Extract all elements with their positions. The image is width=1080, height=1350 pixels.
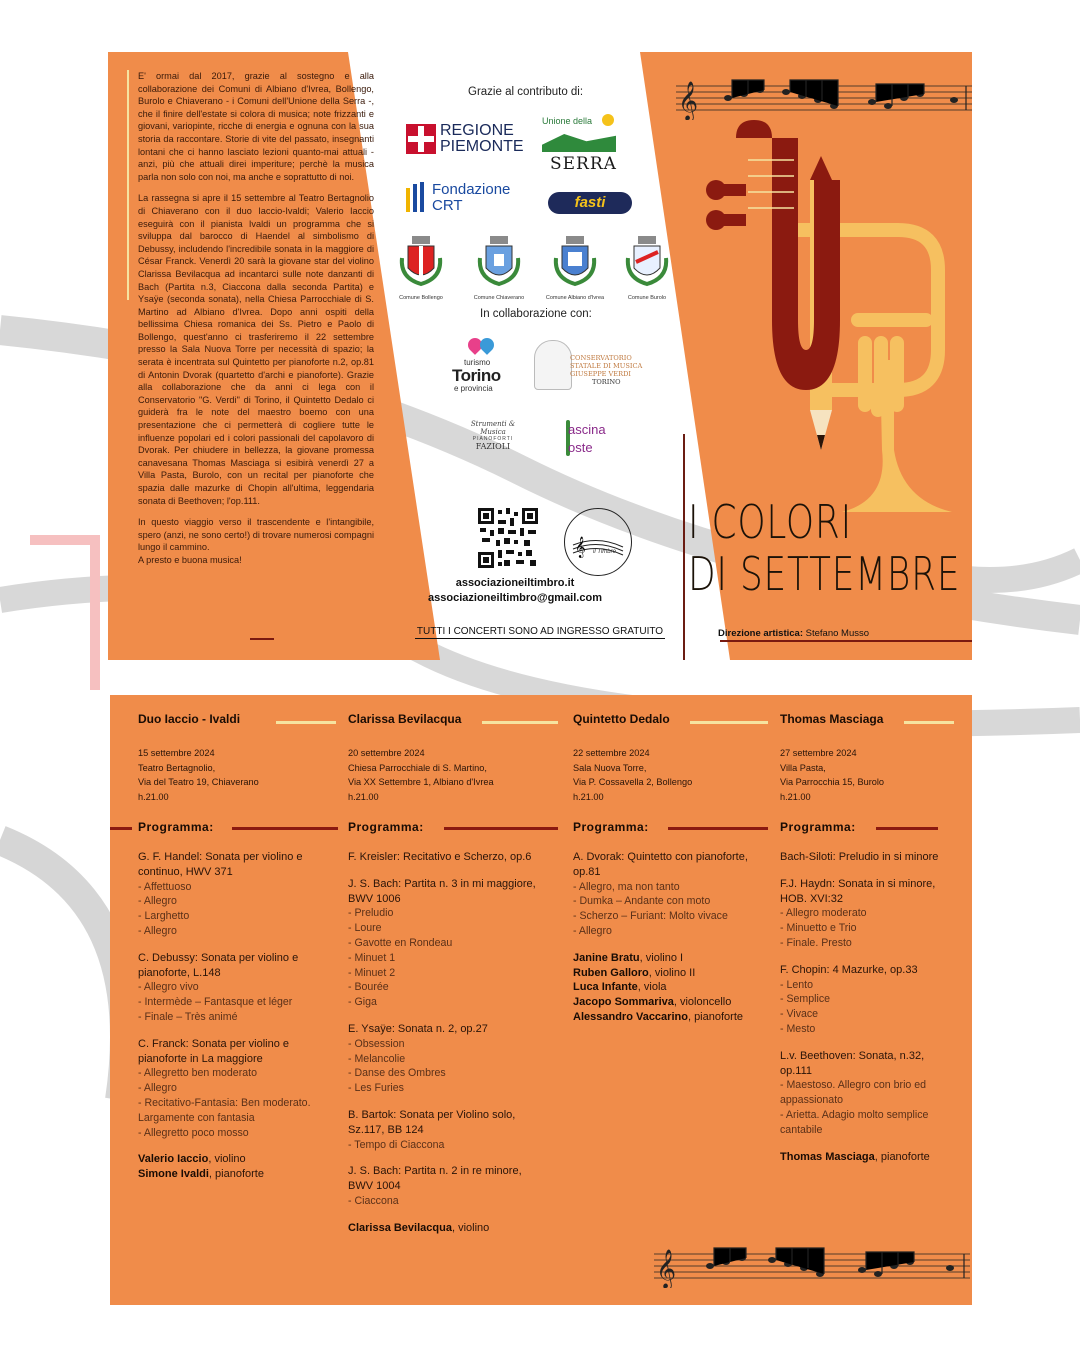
concert-info	[348, 746, 494, 804]
concert-title: Thomas Masciaga	[780, 712, 884, 726]
programme-rule	[110, 827, 132, 830]
cascina-line2: oste	[568, 440, 593, 455]
movement: - Danse des Ombres	[348, 1067, 446, 1080]
conservatorio-line1: CONSERVATORIO	[570, 354, 632, 362]
piece-title: C. Debussy: Sonata per violino e pianoforte, L.148	[138, 951, 299, 979]
intro-paragraph: La rassegna si apre il 15 settembre al Teatro Bertagnolio di Chiaverano con il duo Iaccio-Ivaldi; Valerio Iaccio eseguirà con il pianista Ivaldi un programma che si sviluppa dal barocco di Haendel al simbolismo di Debussy, includendo l'incredibile sonata in la maggiore di César Franck. Venerdì 20 sarà la giovane star del violino Clarissa Bevilacqua ad incantarci sulle note danzanti di Bach (Partita n.3, Ciaccona dalla seconda Partita) e Ysaÿe (seconda sonata), nella Chiesa Parrocchiale di S. Martino ad Albiano d'Ivrea. Dopo anni ospiti della bellissima Chiesa romanica dei Ss. Pietro e Paolo di Bollengo, quest'anno ci trasferiremo il 22 settembre presso la Sala Nuova Torre per necessità di spazio; la serata è incentrata sul Quintetto per pianoforte n.2, op.81 di Antonin Dvorak (quartetto d'archi e pianoforte). Grazie alla collaborazione che da anni ci lega con il Conservatorio "G. Verdi" di Torino, il Quintetto Dedalo ci guiderà fra le note del maestro boemo con una presentazione che ci permetterà di cogliere tutte le influenze popolari ed i colori passionali del capolavoro di Dvorak. Per chiudere in bellezza, la giovane promessa canavesana Thomas Masciaga si esibirà venerdì 27 a Villa Pasta, Burolo, con un recital per pianoforte che spazia dalle mazurke di Chopin all'ultima, leggendaria sonata di Beethoven; l'op.111.	[138, 193, 374, 506]
cover-divider	[720, 640, 972, 642]
intro-paragraph: E' ormai dal 2017, grazie al sostegno e alla collaborazione dei Comuni di Albiano d'Ivrea, Bollengo, Burolo e Chiaverano - i Comuni dell'Unione della Serra -, che il finire dell'estate si colora di musica; note frizzanti e giovani, variopinte, ricche di energia e ognuna con la sua storia da raccontare. Storie di vite del passato, insegnanti lontani che ci hanno lasciato lezioni quanto-mai attuali - anzi, più che attuali direi imperiture; perchè la musica parla non solo con noi, ma anche e soprattutto di noi.	[138, 71, 374, 182]
movement: - Vivace	[780, 1008, 819, 1021]
qr-code[interactable]	[476, 506, 540, 570]
movement: - Allegro	[573, 924, 612, 937]
piece-title: L.v. Beethoven: Sonata, n.32, op.111	[780, 1049, 925, 1077]
programme-label: Programma:	[573, 820, 649, 834]
performer-role: , pianoforte	[874, 1150, 930, 1163]
movement: - Affettuoso	[138, 880, 192, 893]
crest-icon	[622, 234, 672, 290]
fasti-logo	[548, 192, 632, 214]
performer	[138, 1152, 320, 1167]
piece-title: J. S. Bach: Partita n. 3 in mi maggiore, BWV 1006	[348, 877, 536, 905]
piece-title: F.J. Haydn: Sonata in si minore, HOB. XVI:32	[780, 877, 936, 905]
staff-icon	[565, 509, 631, 575]
performer-name: Simone Ivaldi	[138, 1168, 209, 1181]
piece-title: Bach-Siloti: Preludio in si minore	[780, 851, 939, 863]
programme-label: Programma:	[138, 820, 214, 834]
movements	[780, 978, 952, 1037]
comune-burolo-crest	[622, 234, 672, 304]
intro-paragraph: In questo viaggio verso il trascendente e l'intangibile, spero (anzi, ne sono certo!) di trovare numerosi compagni lungo il cammino.	[138, 517, 374, 553]
movement: - Minuet 1	[348, 951, 396, 964]
movement: - Maestoso. Allegro con brio ed appassionato	[780, 1079, 927, 1107]
fasti-text: fasti	[574, 194, 606, 211]
programme-rule	[444, 827, 558, 830]
crest-icon	[550, 234, 600, 290]
performer-role: , viola	[637, 981, 667, 994]
heading-rule	[690, 721, 768, 724]
concert-title: Clarissa Bevilacqua	[348, 712, 462, 726]
movement: - Allegro moderato	[780, 907, 867, 920]
fondazione-line2: CRT	[432, 197, 463, 214]
fazioli-line2: PIANOFORTI	[472, 436, 514, 442]
movements	[348, 1194, 544, 1209]
performer-role: , violoncello	[673, 996, 732, 1009]
movements	[348, 906, 544, 1010]
performer-role: , pianoforte	[208, 1168, 264, 1181]
movement: - Mesto	[780, 1022, 816, 1035]
fondazione-line1: Fondazione	[432, 181, 511, 198]
movement: - Finale. Presto	[780, 936, 852, 949]
cover-vertical-line	[683, 434, 685, 660]
performer-role: , violino	[451, 1221, 490, 1234]
movements	[348, 1138, 544, 1153]
piece-title: B. Bartok: Sonata per Violino solo, Sz.117, BB 124	[348, 1108, 516, 1136]
performer-name: Ruben Galloro	[573, 966, 649, 979]
movement: - Giga	[348, 996, 377, 1009]
concert-heading	[573, 712, 670, 726]
concert-heading	[348, 712, 461, 726]
regione-piemonte-logo	[406, 122, 524, 158]
programme-list	[573, 850, 759, 1025]
movement: - Semplice	[780, 993, 831, 1006]
concert-heading	[138, 712, 240, 726]
unione-line1: Unione della	[542, 116, 593, 126]
cascina-line1: ascina	[568, 422, 606, 437]
piece-title: F. Chopin: 4 Mazurke, op.33	[780, 963, 918, 976]
unione-line2: SERRA	[550, 154, 617, 174]
programme-rule	[668, 827, 768, 830]
concert-venue: Teatro Bertagnolio,	[138, 762, 216, 773]
movement: - Intermède – Fantasque et léger	[138, 996, 293, 1009]
comune-chiaverano-crest	[474, 234, 524, 304]
comune-bollengo-crest	[396, 234, 446, 304]
movement: - Scherzo – Furiant: Molto vivace	[573, 910, 728, 923]
performer-name: Janine Bratu	[573, 951, 640, 964]
email-link[interactable]: associazioneiltimbro@gmail.com	[428, 592, 602, 604]
performer-name: Valerio Iaccio	[138, 1153, 209, 1166]
movement: - Preludio	[348, 907, 394, 920]
qr-code-icon	[476, 506, 540, 570]
movement: - Allegro	[138, 895, 177, 908]
concert-info	[573, 746, 692, 804]
movement: - Les Furies	[348, 1082, 404, 1095]
movement: - Melancolie	[348, 1052, 406, 1065]
performer	[573, 951, 759, 966]
concert-title: Duo Iaccio - Ivaldi	[138, 712, 241, 726]
crest-icon	[474, 234, 524, 290]
turismo-torino-logo	[450, 338, 516, 398]
movement: - Allegretto poco mosso	[138, 1126, 249, 1139]
movements	[138, 980, 320, 1024]
performer-name: Jacopo Sommariva	[573, 996, 674, 1009]
timbro-text: il Timbro	[593, 549, 616, 555]
intro-closing: A presto e buona musica!	[138, 554, 242, 565]
movement: - Minuetto e Trio	[780, 922, 857, 935]
fazioli-line3: FAZIOLI	[475, 442, 511, 451]
performer-name: Luca Infante	[573, 981, 638, 994]
crest-icon	[396, 234, 446, 290]
performer	[348, 1221, 544, 1236]
piece-title: A. Dvorak: Quintetto con pianoforte, op.81	[573, 851, 748, 878]
instruments-illustration	[698, 120, 958, 520]
contact-info	[420, 576, 610, 606]
performer	[780, 1150, 952, 1165]
movement: - Arietta. Adagio molto semplice cantabile	[780, 1108, 929, 1136]
direction-label: Direzione artistica:	[718, 628, 803, 639]
performer	[573, 1010, 759, 1025]
conservatorio-line4: TORINO	[592, 378, 621, 386]
concert-date: 22 settembre 2024	[573, 748, 650, 758]
heading-rule	[904, 721, 954, 724]
title-line2: DI SETTEMBRE	[688, 547, 961, 601]
performer-role: , violino I	[639, 951, 684, 964]
concert-time: h.21.00	[573, 791, 604, 802]
fondazione-crt-logo	[406, 182, 530, 218]
movement: - Allegro vivo	[138, 981, 199, 994]
movement: - Loure	[348, 922, 382, 935]
programme-list	[348, 850, 544, 1236]
intro-text	[138, 70, 374, 576]
movement: - Finale – Très animé	[138, 1010, 238, 1023]
director-name: Stefano Musso	[805, 628, 870, 639]
programme-label: Programma:	[780, 820, 856, 834]
movement: - Larghetto	[138, 910, 190, 923]
performer	[573, 966, 759, 981]
performer-role: , violino II	[648, 966, 696, 979]
movement: - Allegro	[138, 1082, 177, 1095]
performer-role: , violino	[208, 1153, 246, 1166]
concert-address: Via Parrocchia 15, Burolo	[780, 777, 885, 787]
fazioli-logo	[458, 420, 528, 460]
comune-albiano-crest	[545, 234, 605, 304]
movements	[573, 880, 759, 939]
music-staff-top	[676, 76, 972, 120]
programme-rule	[232, 827, 338, 830]
concert-date: 15 settembre 2024	[138, 748, 215, 758]
comune-label: Comune Chiaverano	[473, 295, 525, 301]
concert-venue: Villa Pasta,	[780, 762, 826, 773]
concert-address: Via XX Settembre 1, Albiano d'Ivrea	[348, 777, 494, 787]
performer-role: , pianoforte	[687, 1010, 743, 1023]
movement: - Allegretto ben moderato	[138, 1067, 257, 1080]
programme-list	[780, 850, 952, 1164]
movement: - Tempo di Ciaccona	[348, 1138, 445, 1151]
concert-date: 20 settembre 2024	[348, 748, 425, 758]
movement: - Dumka – Andante con moto	[573, 895, 711, 908]
concert-address: Via P. Cossavella 2, Bollengo	[573, 777, 693, 787]
movement: - Allegro, ma non tanto	[573, 880, 680, 893]
conservatorio-logo	[534, 340, 644, 390]
concert-time: h.21.00	[138, 791, 169, 802]
concert-venue: Chiesa Parrocchiale di S. Martino,	[348, 762, 487, 773]
performer	[573, 980, 759, 995]
movement: - Ciaccona	[348, 1194, 399, 1207]
movement: - Recitativo-Fantasia: Ben moderato. Largamente con fantasia	[138, 1096, 311, 1124]
artistic-direction	[718, 628, 869, 639]
regione-line2: PIEMONTE	[440, 138, 524, 155]
movements	[138, 1066, 320, 1140]
comune-label: Comune Albiano d'Ivrea	[545, 295, 605, 301]
performer	[138, 1167, 320, 1182]
programme-rule	[876, 827, 938, 830]
piece-title: E. Ysaÿe: Sonata n. 2, op.27	[348, 1022, 488, 1035]
movement: - Bourée	[348, 981, 389, 994]
movement: - Gavotte en Rondeau	[348, 936, 453, 949]
cover-title	[688, 496, 960, 600]
piece-title: C. Franck: Sonata per violino e pianoforte in La maggiore	[138, 1037, 290, 1065]
performer-name: Thomas Masciaga	[780, 1150, 875, 1163]
concert-heading	[780, 712, 883, 726]
concert-address: Via del Teatro 19, Chiaverano	[138, 777, 259, 787]
programme-label: Programma:	[348, 820, 424, 834]
thanks-title: Grazie al contributo di:	[468, 86, 584, 98]
movement: - Obsession	[348, 1037, 405, 1050]
unione-serra-logo	[540, 114, 620, 178]
concert-info	[138, 746, 259, 804]
movements	[348, 1037, 544, 1096]
heading-rule	[276, 721, 336, 724]
svg-text:𝄞: 𝄞	[656, 1249, 677, 1288]
svg-text:𝄞: 𝄞	[678, 81, 699, 120]
movements	[780, 1078, 952, 1137]
turismo-line2: Torino	[452, 366, 501, 385]
concert-info	[780, 746, 884, 804]
concert-time: h.21.00	[348, 791, 379, 802]
free-entry-notice: TUTTI I CONCERTI SONO AD INGRESSO GRATUITO	[416, 626, 664, 637]
cascina-coste-logo	[566, 412, 626, 460]
website-link[interactable]: associazioneiltimbro.it	[455, 577, 575, 589]
comune-label: Comune Burolo	[627, 295, 667, 301]
intro-divider	[250, 638, 274, 640]
intro-accent-bar	[127, 70, 129, 300]
conservatorio-line3: GIUSEPPE VERDI	[570, 370, 631, 378]
piece-title: G. F. Handel: Sonata per violino e continuo, HWV 371	[138, 851, 303, 878]
movements	[780, 906, 952, 950]
performer-name: Clarissa Bevilacqua	[348, 1221, 452, 1234]
regione-line1: REGIONE	[440, 122, 514, 139]
turismo-line3: e provincia	[454, 384, 493, 393]
concert-date: 27 settembre 2024	[780, 748, 857, 758]
programme-list	[138, 850, 320, 1182]
svg-text:𝄞: 𝄞	[575, 537, 586, 558]
concert-title: Quintetto Dedalo	[573, 712, 670, 726]
piece-title: J. S. Bach: Partita n. 2 in re minore, BWV 1004	[348, 1165, 522, 1193]
il-timbro-logo	[564, 508, 632, 576]
title-line1: I COLORI	[688, 495, 852, 549]
movement: - Minuet 2	[348, 966, 396, 979]
collab-title: In collaborazione con:	[480, 308, 592, 320]
conservatorio-line2: STATALE DI MUSICA	[570, 362, 643, 370]
performer	[573, 995, 759, 1010]
fazioli-line1: Strumenti & Musica	[470, 420, 516, 436]
piece-title: F. Kreisler: Recitativo e Scherzo, op.6	[348, 851, 532, 863]
comune-label: Comune Bollengo	[399, 295, 443, 301]
concert-venue: Sala Nuova Torre,	[573, 762, 647, 773]
performer-name: Alessandro Vaccarino	[573, 1010, 688, 1023]
music-staff-bottom	[654, 1244, 970, 1288]
movements	[138, 880, 320, 939]
concert-time: h.21.00	[780, 791, 811, 802]
heading-rule	[482, 721, 558, 724]
movement: - Lento	[780, 978, 813, 991]
turismo-line1: turismo	[464, 358, 491, 367]
movement: - Allegro	[138, 924, 177, 937]
